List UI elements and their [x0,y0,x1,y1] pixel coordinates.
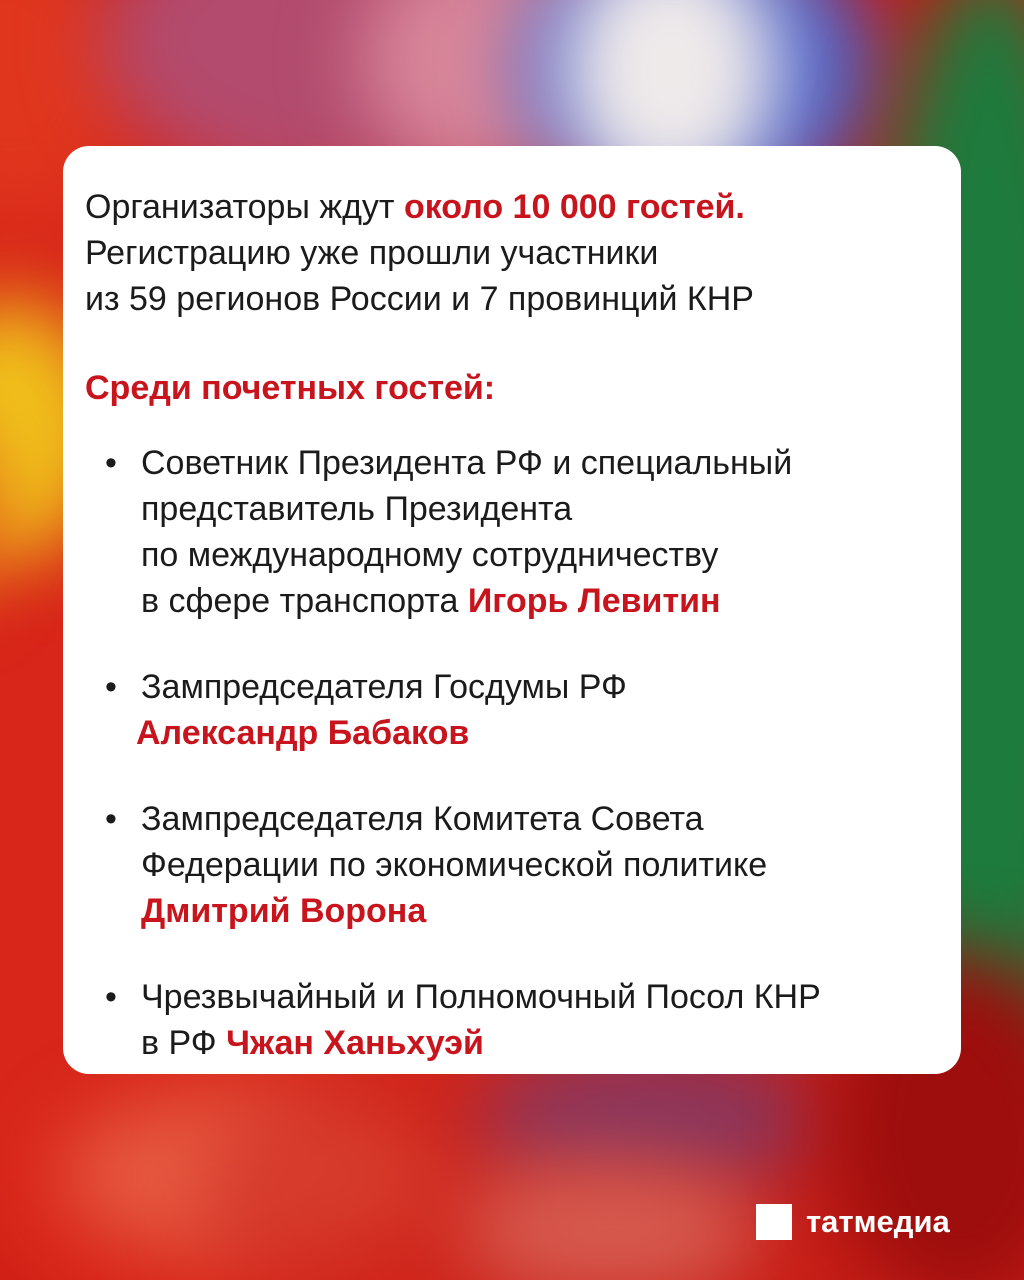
intro-line-3: из 59 регионов России и 7 провинций КНР [85,280,754,318]
guest-title-line: Федерации по экономической политике [141,846,768,884]
intro-guest-count: около 10 000 гостей. [403,188,745,226]
guest-name: Александр Бабаков [136,714,470,752]
guest-item-babakov [85,664,941,756]
guest-title-line: Зампредседателя Комитета Совета [141,800,704,838]
guest-item-vorona [85,796,941,934]
guests-list [85,440,941,1066]
logo-square-icon [756,1204,792,1240]
tatmedia-logo [756,1203,950,1241]
bullet-icon: • [105,800,117,838]
guest-item-zhang [85,974,941,1066]
guest-title-line: Чрезвычайный и Полномочный Посол КНР [141,978,821,1016]
guests-heading: Среди почетных гостей: [85,369,496,407]
guest-name: Дмитрий Ворона [141,892,427,930]
logo-text: татмедиа [806,1204,950,1239]
guest-title-line: в сфере транспорта [141,582,468,620]
guest-title-line: Советник Президента РФ и специальный [141,444,793,482]
intro-prefix: Организаторы ждут [85,188,404,226]
intro-text [85,184,941,322]
guest-title-line: Зампредседателя Госдумы РФ [141,668,627,706]
guest-title-line: по международному сотрудничеству [141,536,719,574]
guest-item-levitin [85,440,941,624]
guest-title-line: представитель Президента [141,490,573,528]
bullet-icon: • [105,978,117,1016]
bullet-icon: • [105,444,117,482]
intro-line-2: Регистрацию уже прошли участники [85,234,659,272]
content-card [63,146,961,1074]
guest-name: Чжан Ханьхуэй [226,1024,484,1062]
guest-name: Игорь Левитин [467,582,721,620]
bullet-icon: • [105,668,117,706]
guest-title-line: в РФ [141,1024,227,1062]
